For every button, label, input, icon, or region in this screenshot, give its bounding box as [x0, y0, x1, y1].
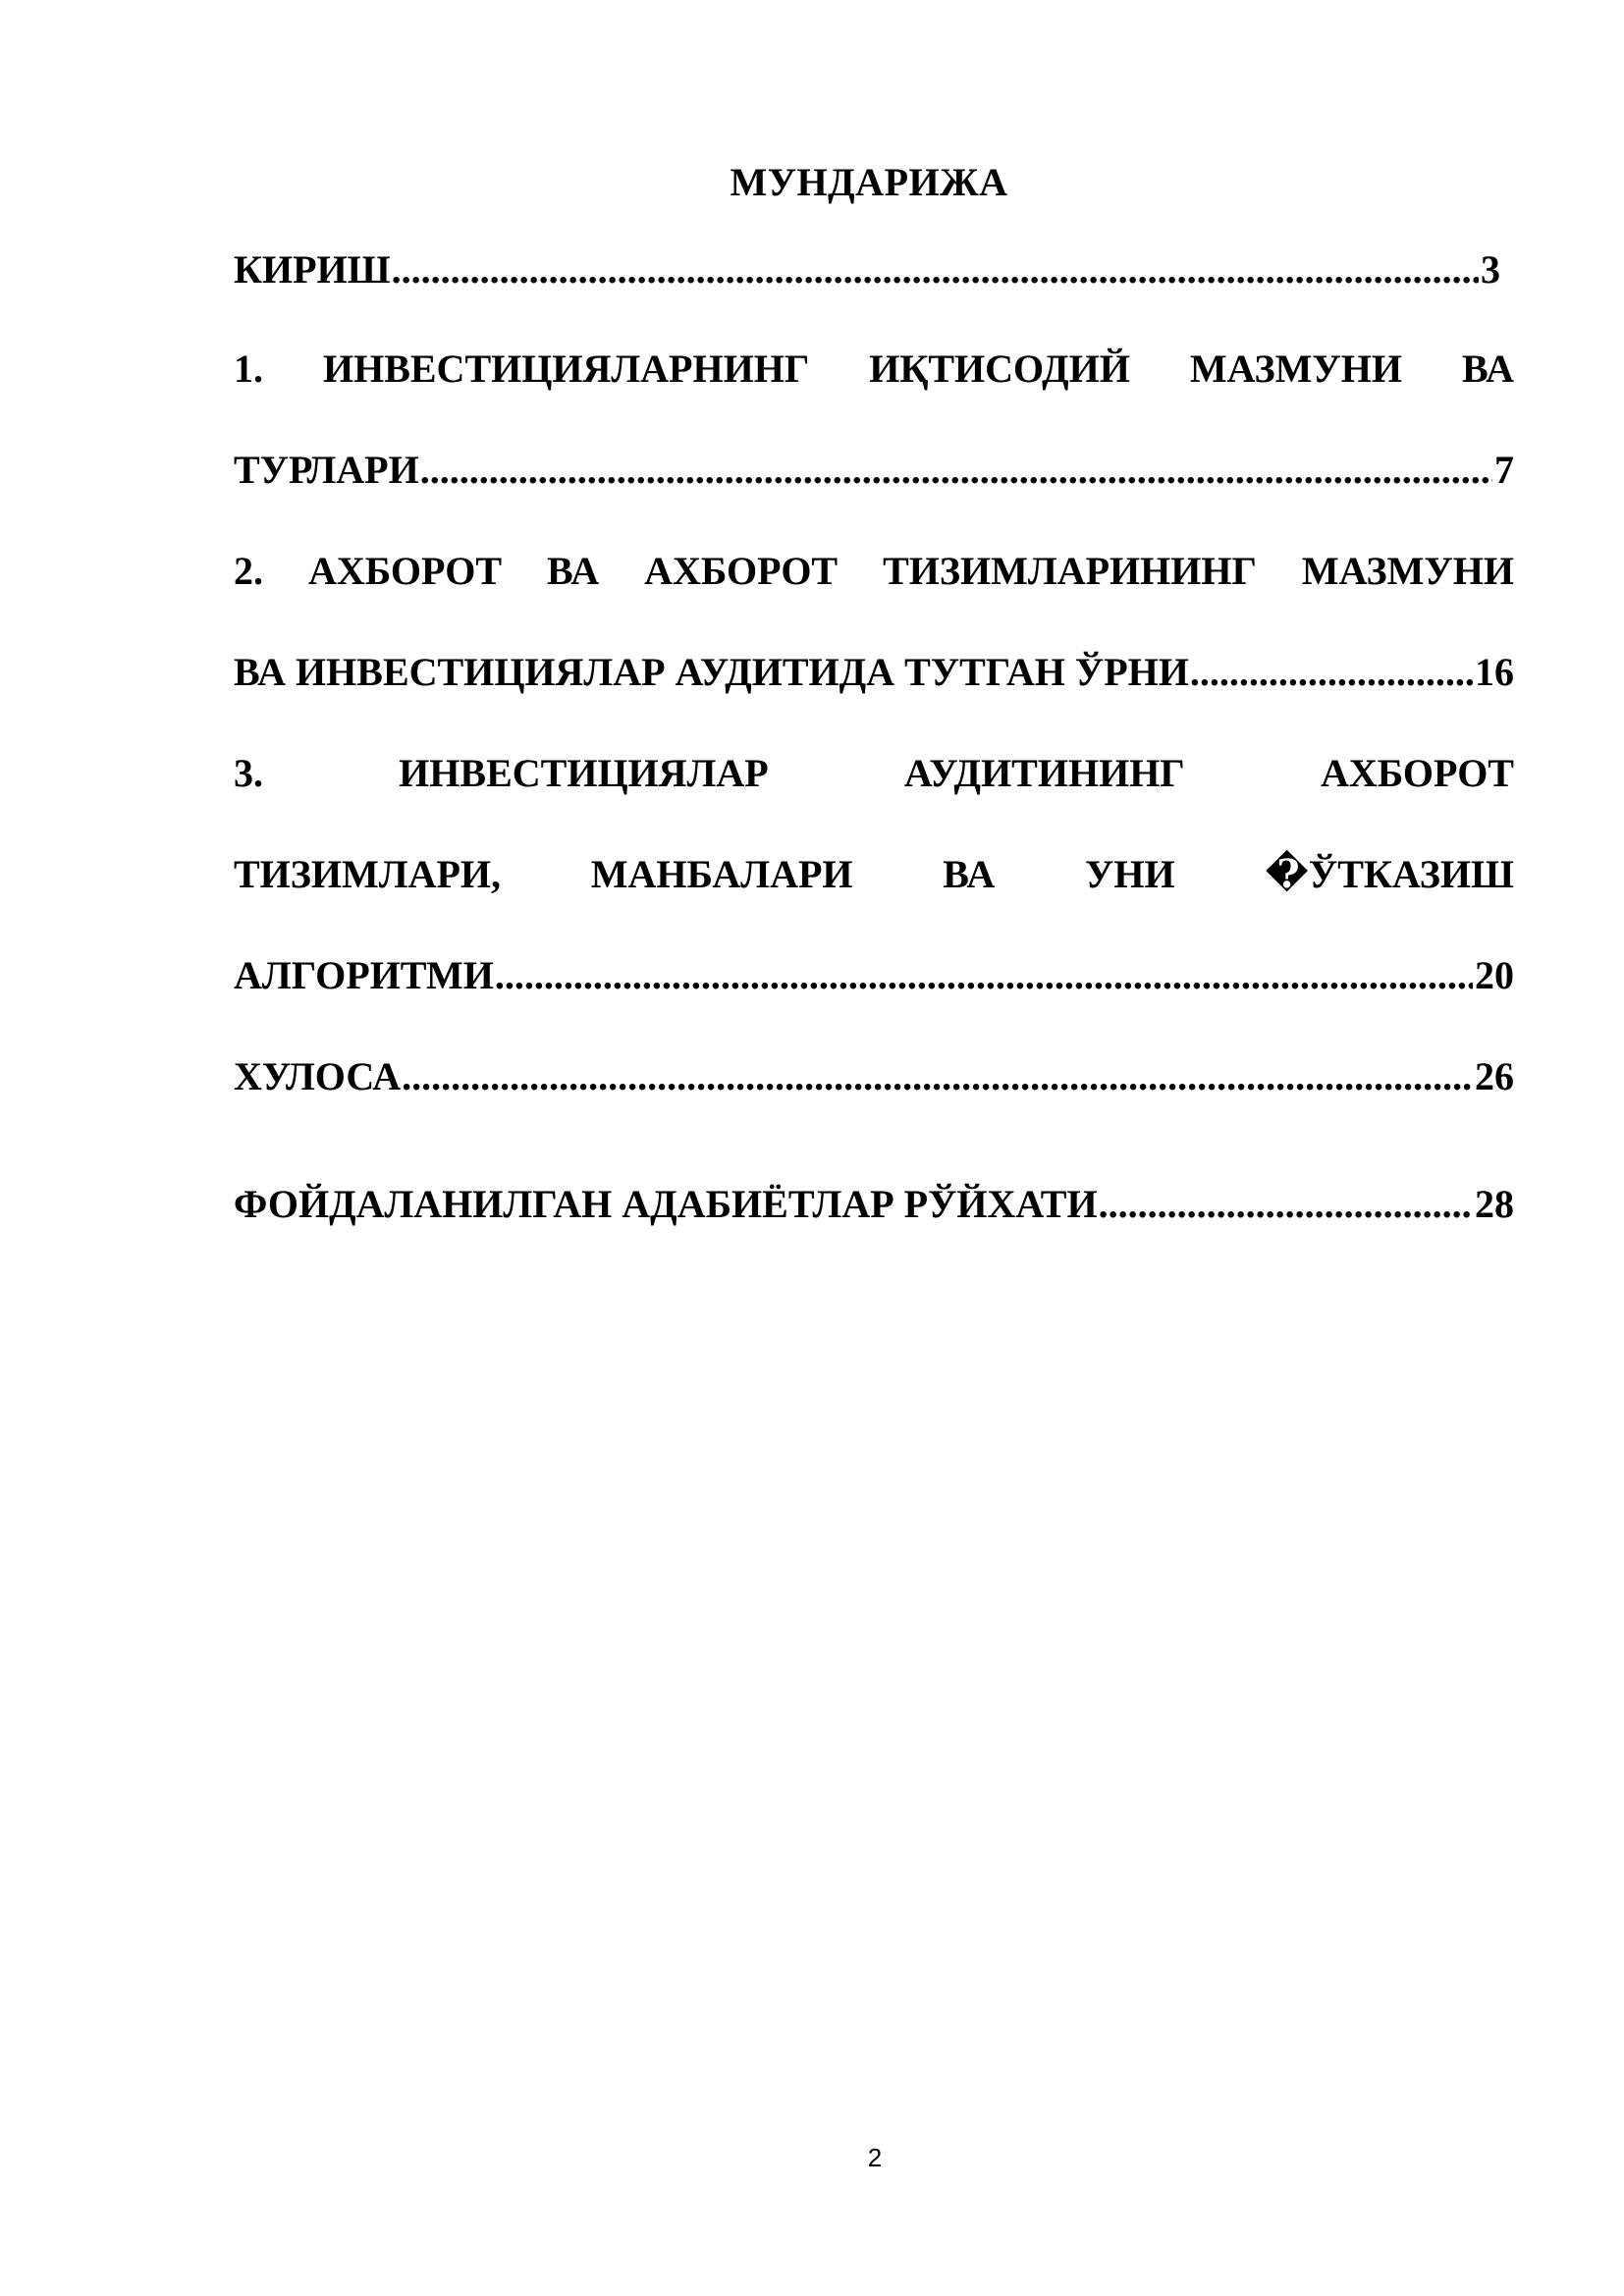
toc-word: АХБОРОТ	[307, 549, 503, 593]
toc-word: АХБОРОТ	[644, 549, 839, 593]
toc-word: ИНВЕСТИЦИЯЛАР	[399, 751, 769, 795]
toc-entry-ch1	[234, 443, 1514, 498]
toc-entry-conclusion	[234, 1049, 1514, 1104]
toc-word: МАЗМУНИ	[1301, 549, 1514, 593]
dot-leader	[495, 948, 1473, 1003]
toc-word: 3.	[234, 751, 263, 795]
toc-word: ТИЗИМЛАРИ,	[234, 852, 502, 896]
toc-word: МАНБАЛАРИ	[590, 852, 853, 896]
dot-leader	[1190, 645, 1473, 700]
toc-page-number: 26	[1475, 1054, 1514, 1098]
toc-word: ИНВЕСТИЦИЯЛАРНИНГ	[322, 347, 810, 391]
toc-word: ТИЗИМЛАРИНИНГ	[883, 549, 1257, 593]
toc-page-number: 3	[1481, 247, 1500, 292]
toc-entry-intro	[234, 242, 1514, 297]
toc-word: ВА	[943, 852, 996, 896]
toc-entry-label: ФОЙДАЛАНИЛГАН АДАБИЁТЛАР РЎЙХАТИ	[234, 1182, 1098, 1226]
toc-entry-label: КИРИШ	[234, 247, 391, 292]
toc-word: �ЎТКАЗИШ	[1265, 852, 1514, 896]
toc-entry-ch1-line1	[234, 342, 1514, 397]
toc-entry-ch3	[234, 948, 1514, 1003]
toc-page-number: 20	[1475, 953, 1514, 997]
page-number: 2	[867, 2143, 883, 2172]
toc-entry-ch3-line2	[234, 847, 1514, 902]
toc-entry-ch2-line1	[234, 544, 1514, 599]
dot-leader	[402, 1049, 1473, 1104]
toc-page-number: 28	[1475, 1182, 1514, 1226]
toc-word: ВА	[547, 549, 600, 593]
toc-page-number: 7	[1494, 448, 1514, 492]
toc-word: ВА	[1461, 347, 1514, 391]
toc-entry-ch3-line1	[234, 746, 1514, 801]
toc-word: АУДИТИНИНГ	[903, 751, 1185, 795]
dot-leader	[392, 242, 1479, 297]
toc-word: АХБОРОТ	[1320, 751, 1514, 795]
dot-leader	[1099, 1177, 1473, 1232]
toc-entry-ch2	[234, 645, 1514, 700]
toc-entry-references	[234, 1177, 1514, 1232]
toc-entry-label: ХУЛОСА	[234, 1054, 402, 1098]
toc-entry-label: АЛГОРИТМИ	[234, 953, 494, 997]
toc-word: МАЗМУНИ	[1189, 347, 1402, 391]
page-title: МУНДАРИЖА	[730, 160, 1008, 204]
dot-leader	[420, 443, 1492, 498]
toc-word: ИҚТИСОДИЙ	[869, 347, 1130, 391]
toc-word: УНИ	[1085, 852, 1175, 896]
toc-page-number: 16	[1475, 650, 1514, 694]
toc-word: 2.	[234, 549, 263, 593]
toc-entry-label: ТУРЛАРИ	[234, 448, 419, 492]
toc-entry-label: ВА ИНВЕСТИЦИЯЛАР АУДИТИДА ТУТГАН ЎРНИ	[234, 650, 1189, 694]
toc-word: 1.	[234, 347, 263, 391]
